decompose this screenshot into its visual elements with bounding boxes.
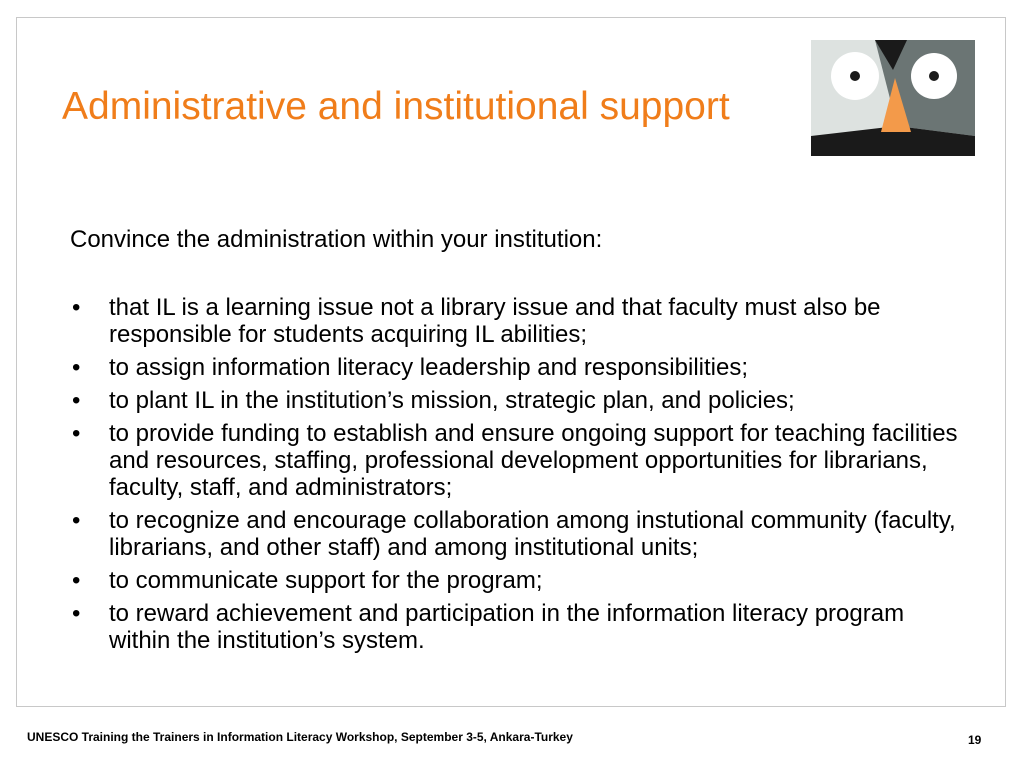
bullet-item bbox=[70, 600, 970, 654]
bullet-mark: • bbox=[72, 420, 81, 447]
owl-logo-icon bbox=[811, 40, 975, 156]
bullet-text: to assign information literacy leadership and responsibilities; bbox=[109, 354, 748, 381]
page-number: 19 bbox=[968, 733, 982, 747]
bullet-mark: • bbox=[72, 507, 81, 534]
bullet-item bbox=[70, 567, 970, 594]
bullet-text: to provide funding to establish and ensure ongoing support for teaching facilities and resources, staffing, professional development opportunities for librarians, faculty, staff, and administrators; bbox=[109, 420, 958, 501]
bullet-text: to reward achievement and participation in the information literacy program within the institution’s system. bbox=[109, 600, 905, 654]
footer-text: UNESCO Training the Trainers in Information Literacy Workshop, September 3-5, Ankara-Turkey bbox=[27, 730, 573, 744]
bullet-text: to recognize and encourage collaboration among instutional community (faculty, librarians, and other staff) and among institutional units; bbox=[109, 507, 956, 561]
bullet-item bbox=[70, 354, 970, 381]
bullet-item bbox=[70, 294, 970, 348]
bullet-item bbox=[70, 507, 970, 561]
bullet-text: to communicate support for the program; bbox=[109, 567, 543, 594]
bullet-list bbox=[70, 294, 970, 660]
bullet-mark: • bbox=[72, 567, 81, 594]
bullet-mark: • bbox=[72, 600, 81, 627]
intro-text: Convince the administration within your institution: bbox=[70, 226, 603, 253]
bullet-text: to plant IL in the institution’s mission, strategic plan, and policies; bbox=[109, 387, 795, 414]
bullet-item bbox=[70, 420, 970, 501]
bullet-mark: • bbox=[72, 354, 81, 381]
slide-title: Administrative and institutional support bbox=[62, 85, 730, 128]
bullet-text: that IL is a learning issue not a library issue and that faculty must also be responsible for students acquiring IL abilities; bbox=[109, 294, 881, 348]
bullet-item bbox=[70, 387, 970, 414]
bullet-mark: • bbox=[72, 294, 81, 321]
bullet-mark: • bbox=[72, 387, 81, 414]
